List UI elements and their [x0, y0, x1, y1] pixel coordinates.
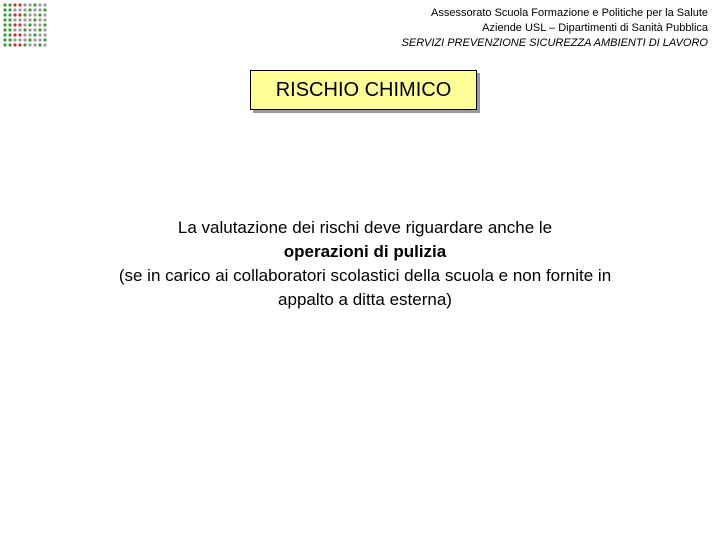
logo-dot	[13, 13, 16, 16]
logo-dot	[43, 28, 46, 31]
logo-dot	[18, 43, 21, 46]
logo-dot	[43, 38, 46, 41]
logo-dot	[3, 43, 6, 46]
header-line-1: Assessorato Scuola Formazione e Politiche per la Salute	[431, 7, 708, 19]
logo-dot	[3, 28, 6, 31]
logo-dot	[38, 33, 41, 36]
logo-dot	[18, 38, 21, 41]
logo-dot	[43, 33, 46, 36]
logo-dot	[23, 13, 26, 16]
logo-dot	[38, 3, 41, 6]
logo-dot	[33, 28, 36, 31]
logo-dot	[23, 43, 26, 46]
dot-grid-logo-icon	[2, 2, 48, 50]
logo-dot	[13, 33, 16, 36]
logo-dot	[33, 18, 36, 21]
logo-dot	[23, 18, 26, 21]
logo-dot	[18, 3, 21, 6]
logo-dot	[3, 13, 6, 16]
logo-dot	[8, 23, 11, 26]
logo-dot	[28, 23, 31, 26]
logo-dot	[33, 23, 36, 26]
logo-dot	[38, 13, 41, 16]
logo-dot	[38, 28, 41, 31]
logo-dot	[23, 38, 26, 41]
body-line-1: La valutazione dei rischi deve riguardare anche le	[177, 218, 553, 237]
logo-dot	[33, 33, 36, 36]
logo-dot	[28, 33, 31, 36]
logo-dot	[43, 13, 46, 16]
logo-dot	[8, 3, 11, 6]
logo-dot	[28, 38, 31, 41]
logo-dot	[8, 8, 11, 11]
logo-dot	[8, 28, 11, 31]
logo-dot	[43, 3, 46, 6]
logo-dot	[28, 43, 31, 46]
logo-dot	[13, 28, 16, 31]
logo-dot	[28, 18, 31, 21]
logo-dot	[43, 43, 46, 46]
logo-dot	[23, 33, 26, 36]
logo-dot	[8, 18, 11, 21]
logo-dot	[13, 18, 16, 21]
logo-dot	[23, 8, 26, 11]
logo-dot	[28, 28, 31, 31]
logo-dot	[18, 33, 21, 36]
logo-dot	[43, 23, 46, 26]
header-institution	[402, 6, 708, 51]
logo-dot	[18, 18, 21, 21]
slide-title-text: RISCHIO CHIMICO	[275, 78, 452, 101]
logo-dot	[13, 8, 16, 11]
logo-dot	[23, 3, 26, 6]
logo-dot	[33, 43, 36, 46]
logo-dot	[3, 23, 6, 26]
logo-dot	[8, 38, 11, 41]
slide-title	[250, 70, 477, 110]
logo-dot	[13, 3, 16, 6]
logo-dot	[13, 38, 16, 41]
logo-dot	[38, 18, 41, 21]
logo-dot	[28, 3, 31, 6]
logo-dot	[43, 18, 46, 21]
logo-dot	[3, 8, 6, 11]
logo-dot	[28, 8, 31, 11]
logo-dot	[3, 18, 6, 21]
logo-dot	[18, 13, 21, 16]
logo-dot	[28, 13, 31, 16]
logo-dot	[8, 13, 11, 16]
logo-dot	[3, 38, 6, 41]
slide-body	[40, 216, 690, 312]
logo-dot	[18, 28, 21, 31]
logo-dot	[8, 43, 11, 46]
logo-dot	[33, 8, 36, 11]
logo-dot	[23, 28, 26, 31]
logo-dot	[38, 38, 41, 41]
logo-dot	[38, 23, 41, 26]
logo-dot	[33, 3, 36, 6]
logo-dot	[8, 33, 11, 36]
logo-dot	[33, 13, 36, 16]
logo-dot	[13, 23, 16, 26]
body-line-2-bold: operazioni di pulizia	[283, 242, 447, 261]
logo-dot	[18, 8, 21, 11]
header-line-2: Aziende USL – Dipartimenti di Sanità Pubblica	[482, 22, 708, 34]
logo-dot	[43, 8, 46, 11]
header-line-3: SERVIZI PREVENZIONE SICUREZZA AMBIENTI DI LAVORO	[401, 37, 708, 49]
logo-dot	[3, 33, 6, 36]
logo-dot	[18, 23, 21, 26]
body-line-4: appalto a ditta esterna)	[278, 290, 452, 309]
logo-dot	[38, 43, 41, 46]
logo-dot	[23, 23, 26, 26]
logo-dot	[13, 43, 16, 46]
logo-dot	[38, 8, 41, 11]
body-line-3: (se in carico ai collaboratori scolastici della scuola e non fornite in	[118, 266, 612, 285]
logo-dot	[33, 38, 36, 41]
logo-dot	[3, 3, 6, 6]
